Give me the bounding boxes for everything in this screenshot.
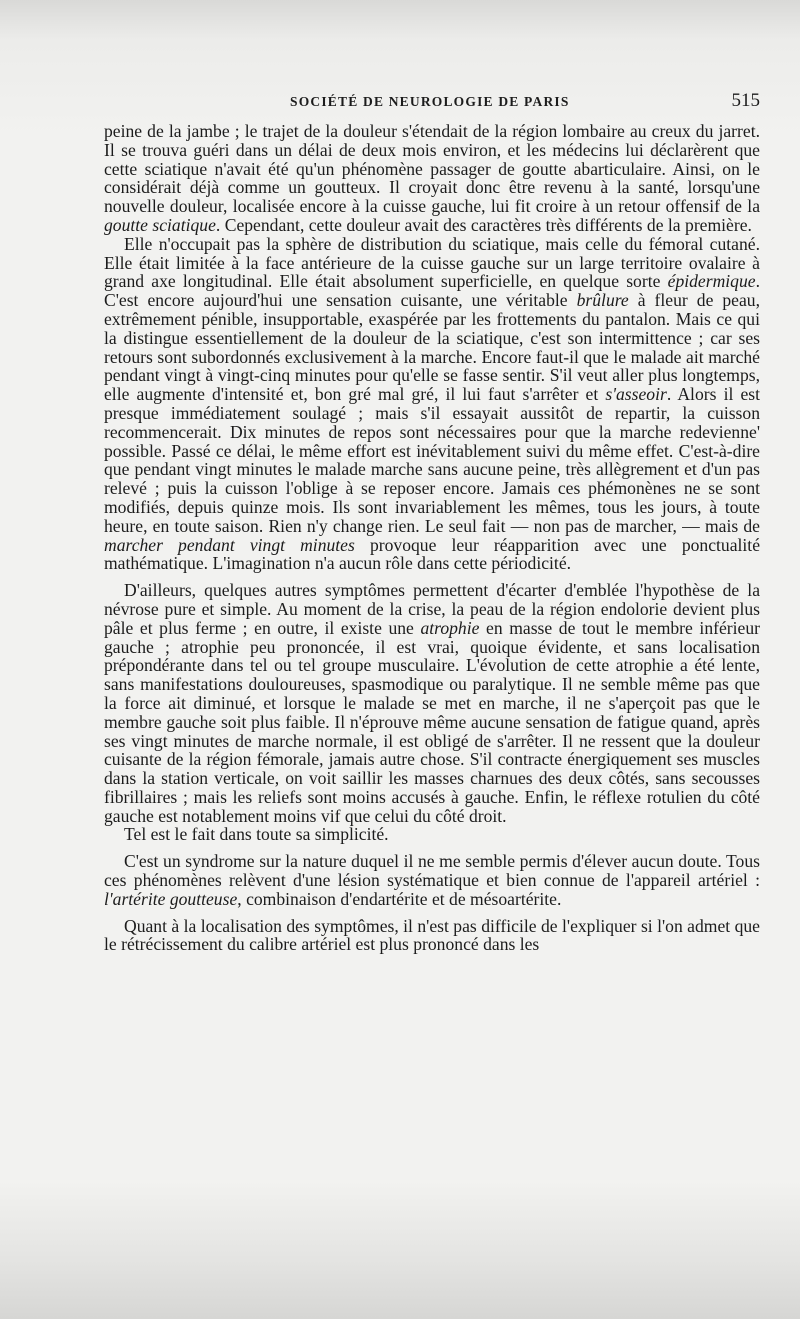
text-run: D'ailleurs, quelques autres symptômes permettent d'écarter d'emblée l'hypothèse de la névrose pure et simple. Au moment de la crise, la peau de la région endolorie devient plus pâle et plus ferme ; en outre, il existe une	[104, 580, 760, 638]
italic-text: s'asseoir	[605, 384, 667, 405]
italic-text: marcher pendant vingt minutes	[104, 534, 355, 555]
paragraph	[104, 122, 760, 235]
paragraph	[104, 917, 760, 955]
paragraph	[104, 825, 760, 844]
italic-text: l'artérite goutteuse	[104, 888, 238, 909]
italic-text: atrophie	[420, 617, 480, 638]
paragraph	[104, 235, 760, 573]
text-run: , combinaison d'endartérite et de mésoartérite.	[237, 888, 562, 909]
running-title: SOCIÉTÉ DE NEUROLOGIE DE PARIS	[290, 94, 570, 109]
text-run: en masse de tout le membre inférieur gauche ; atrophie peu prononcée, il est vrai, quoique évidente, et sans localisation prépondérante dans tel ou tel groupe musculaire. L'évolution de cette atrophie a été lente, sans manifestations douloureuses, spasmodique ou paralytique. Il ne semble même pas que la force ait diminué, et lorsque le malade se met en marche, il ne s'aperçoit pas que le membre gauche soit plus faible. Il n'éprouve même aucune sensation de fatigue quand, après ses vingt minutes de marche normale, il est obligé de s'arrêter. Il ne ressent que la douleur cuisante de la région fémorale, jamais autre chose. S'il contracte énergiquement ses muscles dans la station verticale, on voit saillir les masses charnues des deux côtés, sans secousses fibrillaires ; mais les reliefs sont moins accusés à gauche. Enfin, le réflexe rotulien du côté gauche est notablement moins vif que celui du côté droit.	[104, 617, 760, 826]
text-run: . C'est encore aujourd'hui une sensation cuisante, une véritable	[104, 271, 760, 311]
text-run: . Cependant, cette douleur avait des caractères très différents de la première.	[215, 214, 752, 235]
italic-text: brûlure	[576, 290, 629, 311]
text-run: . Alors il est presque immédiatement soulagé ; mais s'il essayait aussitôt de repartir, la cuisson recommencerait. Dix minutes de repos sont nécessaires pour que la marche redevienne' possible. Passé ce délai, le même effort est inévitablement suivi du même effet. C'est-à-dire que pendant vingt minutes le malade marche sans aucune peine, très allègrement et d'un pas relevé ; puis la cuisson l'oblige à se reposer encore. Jamais ces phémonènes ne se sont modifiés, depuis quinze mois. Ils sont invariablement les mêmes, tous les jours, à toute heure, en toute saison. Rien n'y change rien. Le seul fait — non pas de marcher, — mais de	[104, 384, 760, 536]
text-run: peine de la jambe ; le trajet de la douleur s'étendait de la région lombaire au creux du jarret. Il se trouva guéri dans un délai de deux mois environ, et les médecins lui déclarèrent que cette sciatique n'avait été qu'un phénomène passager de goutte abarticulaire. Ainsi, on le considérait déjà comme un goutteux. Il croyait donc être revenu à la santé, lorsqu'une nouvelle douleur, localisée encore à la cuisse gauche, lui fit croire à un retour offensif de la	[104, 121, 760, 217]
text-run: Elle n'occupait pas la sphère de distribution du sciatique, mais celle du fémoral cutané. Elle était limitée à la face antérieure de la cuisse gauche sur un large territoire ovalaire à grand axe longitudinal. Elle était absolument superficielle, en quelque sorte	[104, 233, 760, 292]
text-run: à fleur de peau, extrêmement pénible, insupportable, exaspérée par les frottements du pantalon. Mais ce qui la distingue essentiellement de la douleur de la sciatique, c'est son intermittence ; car ses retours sont subordonnés exclusivement à la marche. Encore faut-il que le malade ait marché pendant vingt à vingt-cinq minutes pour qu'elle se fasse sentir. S'il veut aller plus longtemps, elle augmente d'intensité et, bon gré mal gré, il lui faut s'arrêter et	[104, 290, 760, 405]
text-run: Quant à la localisation des symptômes, il n'est pas difficile de l'expliquer si l'on admet que le rétrécissement du calibre artériel est plus prononcé dans les	[104, 915, 760, 955]
page-number: 515	[731, 90, 760, 111]
text-run: C'est un syndrome sur la nature duquel il ne me semble permis d'élever aucun doute. Tous ces phénomènes relèvent d'une lésion systématique et bien connue de l'appareil artériel :	[104, 851, 760, 891]
book-page	[104, 88, 760, 954]
running-header	[104, 88, 760, 118]
italic-text: goutte sciatique	[104, 214, 216, 235]
paragraph	[104, 852, 760, 908]
body-text	[104, 122, 760, 954]
text-run: Tel est le fait dans toute sa simplicité.	[124, 824, 389, 845]
text-run: provoque leur réapparition avec une ponctualité mathématique. L'imagination n'a aucun rôle dans cette périodicité.	[104, 534, 761, 574]
italic-text: épidermique	[667, 271, 756, 292]
paragraph	[104, 581, 760, 825]
